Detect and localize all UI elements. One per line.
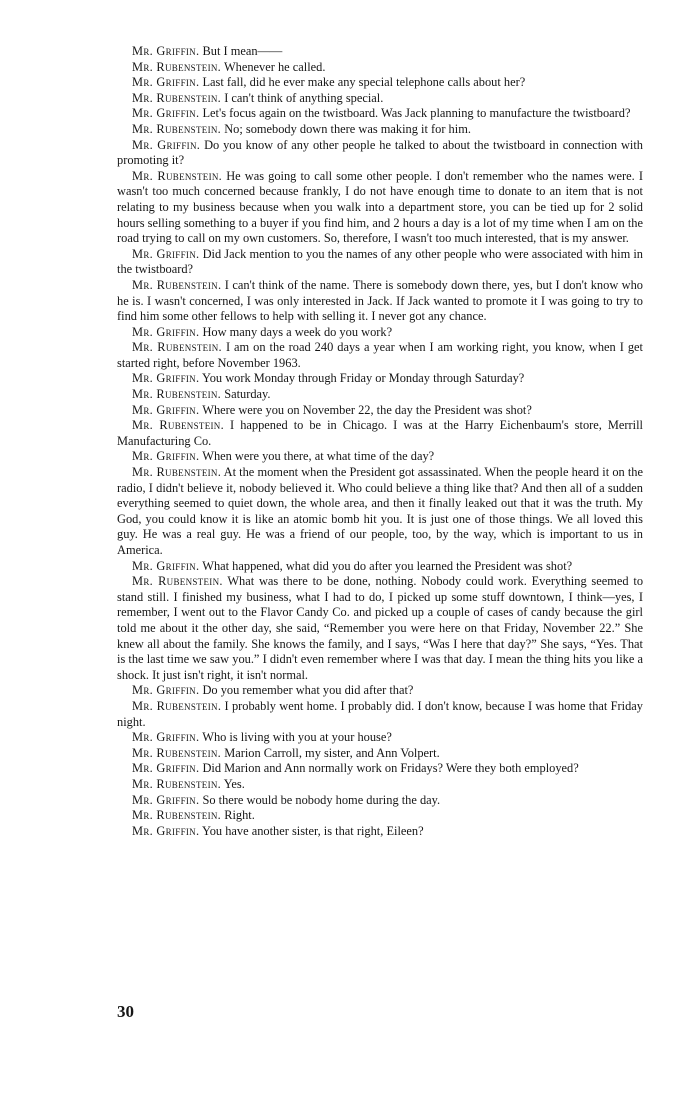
utterance-text: So there would be nobody home during the day. — [202, 792, 441, 807]
speaker-name: Mr. Griffin. — [132, 449, 200, 464]
testimony-paragraph — [117, 122, 643, 138]
speaker-name: Mr. Rubenstein. — [132, 808, 222, 823]
utterance-text: Marion Carroll, my sister, and Ann Volpert. — [224, 745, 440, 760]
testimony-paragraph — [117, 793, 643, 809]
utterance-text: What was there to be done, nothing. Nobody could work. Everything seemed to stand still. I finished my business, what I had to do, I picked up some stuff downtown, I think—yes, I remember, I went out to the Flavor Candy Co. and picked up a couple of cases of candy because the girl told me about it the other day, she said, “Remember you were here on that Friday, November 22.” She knew all about the family. She knows the family, and I says, “Was I here that day?” She says, “Yes. That is the last time we saw you.” I didn't even remember where I was that day. I mean the thing hits you like a shock. It just isn't right, it isn't normal. — [117, 574, 644, 682]
utterance-text: I probably went home. I probably did. I don't know, because I was home that Friday night. — [117, 698, 643, 729]
speaker-name: Mr. Rubenstein. — [132, 387, 222, 402]
testimony-paragraph — [117, 278, 643, 325]
speaker-name: Mr. Rubenstein. — [132, 465, 222, 480]
utterance-text: Do you know of any other people he talked to about the twistboard in connection with promoting it? — [117, 137, 643, 168]
speaker-name: Mr. Rubenstein. — [132, 121, 222, 136]
speaker-name: Mr. Rubenstein. — [132, 698, 222, 713]
speaker-name: Mr. Rubenstein. — [132, 59, 222, 74]
utterance-text: How many days a week do you work? — [202, 324, 393, 339]
testimony-paragraph — [117, 699, 643, 730]
utterance-text: Saturday. — [224, 387, 271, 402]
testimony-paragraph — [117, 559, 643, 575]
testimony-transcript — [117, 44, 643, 839]
speaker-name: Mr. Griffin. — [132, 730, 200, 745]
testimony-paragraph — [117, 574, 643, 683]
speaker-name: Mr. Griffin. — [132, 761, 200, 776]
utterance-text: What happened, what did you do after you learned the President was shot? — [202, 558, 573, 573]
utterance-text: I can't think of anything special. — [224, 90, 384, 105]
speaker-name: Mr. Griffin. — [132, 792, 200, 807]
speaker-name: Mr. Rubenstein. — [132, 340, 222, 355]
utterance-text: You have another sister, is that right, Eileen? — [202, 823, 424, 838]
testimony-paragraph — [117, 449, 643, 465]
testimony-paragraph — [117, 340, 643, 371]
speaker-name: Mr. Rubenstein. — [132, 90, 222, 105]
speaker-name: Mr. Rubenstein. — [132, 574, 223, 589]
testimony-paragraph — [117, 777, 643, 793]
utterance-text: Who is living with you at your house? — [202, 730, 392, 745]
speaker-name: Mr. Griffin. — [132, 137, 201, 152]
speaker-name: Mr. Griffin. — [132, 823, 200, 838]
testimony-paragraph — [117, 387, 643, 403]
utterance-text: Did Jack mention to you the names of any other people who were associated with him in the twistboard? — [117, 246, 643, 277]
utterance-text: Right. — [224, 808, 255, 823]
utterance-text: Last fall, did he ever make any special telephone calls about her? — [202, 75, 526, 90]
utterance-text: I can't think of the name. There is somebody down there, yes, but I don't know who he is. I wasn't concerned, I was only interested in Jack. If Jack wanted to promote it I was going to try to find him some other fellows to help with selling it. I never got any chance. — [117, 277, 644, 324]
testimony-paragraph — [117, 761, 643, 777]
testimony-paragraph — [117, 683, 643, 699]
testimony-paragraph — [117, 824, 643, 840]
speaker-name: Mr. Griffin. — [132, 106, 200, 121]
page-number: 30 — [117, 1002, 134, 1021]
speaker-name: Mr. Griffin. — [132, 246, 200, 261]
utterance-text: Did Marion and Ann normally work on Fridays? Were they both employed? — [202, 761, 579, 776]
testimony-paragraph — [117, 371, 643, 387]
testimony-paragraph — [117, 746, 643, 762]
testimony-paragraph — [117, 247, 643, 278]
testimony-paragraph — [117, 465, 643, 559]
utterance-text: You work Monday through Friday or Monday through Saturday? — [202, 371, 525, 386]
speaker-name: Mr. Griffin. — [132, 75, 200, 90]
testimony-paragraph — [117, 91, 643, 107]
speaker-name: Mr. Rubenstein. — [132, 745, 222, 760]
utterance-text: When were you there, at what time of the day? — [202, 449, 435, 464]
speaker-name: Mr. Griffin. — [132, 44, 200, 58]
testimony-paragraph — [117, 138, 643, 169]
testimony-paragraph — [117, 60, 643, 76]
testimony-paragraph — [117, 403, 643, 419]
speaker-name: Mr. Griffin. — [132, 324, 200, 339]
speaker-name: Mr. Griffin. — [132, 402, 200, 417]
utterance-text: Where were you on November 22, the day the President was shot? — [202, 402, 532, 417]
utterance-text: He was going to call some other people. I don't remember who the names were. I wasn't too much concerned because frankly, I do not have enough time to donate to an item that is not relating to my business because when you walk into a department store, you can be tied up for 2 solid hours selling something to a buyer if you find him, and 2 hours a day is a lot of my time when I am on the road trying to call on my own customers. So, therefore, I wasn't too much interested, that is my answer. — [117, 168, 643, 246]
speaker-name: Mr. Rubenstein. — [132, 776, 222, 791]
utterance-text: I happened to be in Chicago. I was at the Harry Eichenbaum's store, Merrill Manufacturing Co. — [117, 418, 643, 448]
testimony-paragraph — [117, 106, 643, 122]
testimony-paragraph — [117, 44, 643, 60]
utterance-text: At the moment when the President got assassinated. When the people heard it on the radio, I didn't believe it, nobody believed it. Who could believe a thing like that? And then all of a sudden everything seemed to quiet down, the whole area, and then it finally leaked out that it was the truth. My God, you could know it is like an atomic bomb hit you. It is just one of those things. We all loved this guy. He was a real guy. He was a friend of our people, too, by the way, which is important to us in America. — [117, 465, 643, 557]
utterance-text: I am on the road 240 days a year when I am working right, you know, when I get started right, before November 1963. — [117, 340, 643, 370]
speaker-name: Mr. Griffin. — [132, 371, 200, 386]
speaker-name: Mr. Griffin. — [132, 683, 200, 698]
testimony-paragraph — [117, 808, 643, 824]
speaker-name: Mr. Griffin. — [132, 558, 200, 573]
testimony-paragraph — [117, 730, 643, 746]
utterance-text: But I mean—— — [202, 44, 283, 58]
speaker-name: Mr. Rubenstein. — [132, 277, 222, 292]
utterance-text: Let's focus again on the twistboard. Was Jack planning to manufacture the twistboard? — [202, 106, 631, 121]
speaker-name: Mr. Rubenstein. — [132, 168, 223, 183]
speaker-name: Mr. Rubenstein. — [132, 418, 225, 433]
utterance-text: Whenever he called. — [223, 59, 326, 74]
utterance-text: Do you remember what you did after that? — [202, 683, 414, 698]
utterance-text: No; somebody down there was making it for him. — [224, 121, 471, 136]
testimony-paragraph — [117, 325, 643, 341]
testimony-paragraph — [117, 75, 643, 91]
testimony-paragraph — [117, 418, 643, 449]
testimony-paragraph — [117, 169, 643, 247]
utterance-text: Yes. — [223, 776, 245, 791]
